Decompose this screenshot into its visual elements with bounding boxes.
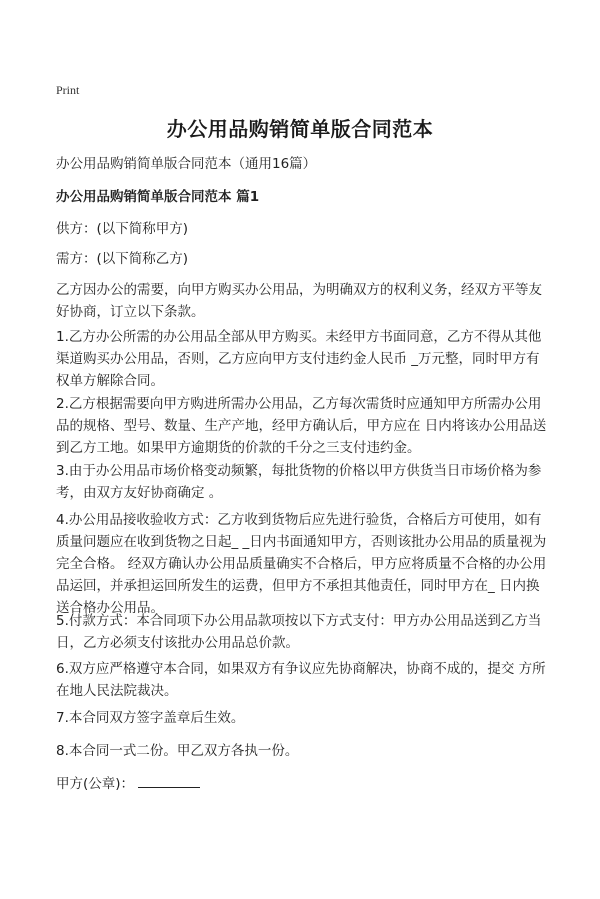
- print-link[interactable]: Print: [56, 83, 80, 97]
- clause-4: 4.办公用品接收验收方式：乙方收到货物后应先进行验货，合格后方可使用，如有质量问题应在收到货物之日起_ _日内书面通知甲方，否则该批办公用品的质量视为完全合格。 经双方确认办公用品质量确实不合格后，甲方应将质量不合格的办公用品运回，并承担运回所发生的运费，但甲方不承担其他责任，同时甲方在_ 日内换送合格办公用品。: [56, 512, 547, 616]
- clause-6: 6.双方应严格遵守本合同，如果双方有争议应先协商解决，协商不成的，提交 方所在地人民法院裁决。: [56, 661, 546, 699]
- signature-blank-line: [138, 773, 200, 788]
- intro-paragraph: 乙方因办公的需要，向甲方购买办公用品，为明确双方的权利义务，经双方平等友好协商，订立以下条款。: [56, 282, 542, 320]
- clause-1: 1.乙方办公所需的办公用品全部从甲方购买。未经甲方书面同意，乙方不得从其他渠道购买办公用品，否则，乙方应向甲方支付违约金人民币 _万元整，同时甲方有权单方解除合同。: [56, 329, 542, 389]
- clause-2: 2.乙方根据需要向甲方购进所需办公用品，乙方每次需货时应通知甲方所需办公用品的规格、型号、数量、生产产地，经甲方确认后，甲方应在 日内将该办公用品送到乙方工地。如果甲方逾期货的价款的千分之三支付违约金。: [56, 396, 547, 456]
- signature-row: [56, 773, 548, 795]
- clause-5: 5.付款方式：本合同项下办公用品款项按以下方式支付：甲方办公用品送到乙方当日，乙方必须支付该批办公用品总价款。: [56, 613, 542, 651]
- section-heading: 办公用品购销简单版合同范本 篇1: [56, 189, 260, 205]
- buyer-line: 需方：(以下简称乙方): [56, 251, 189, 267]
- clause-7: 7.本合同双方签字盖章后生效。: [56, 710, 245, 726]
- clause-3: 3.由于办公用品市场价格变动频繁，每批货物的价格以甲方供货当日市场价格为参考，由双方友好协商确定 。: [56, 463, 542, 501]
- document-title: 办公用品购销简单版合同范本: [166, 117, 434, 141]
- clause-8: 8.本合同一式二份。甲乙双方各执一份。: [56, 743, 299, 759]
- supplier-line: 供方：(以下简称甲方): [56, 221, 189, 237]
- signature-label: 甲方(公章)：: [56, 776, 135, 792]
- document-subtitle: 办公用品购销简单版合同范本（通用16篇）: [56, 156, 317, 172]
